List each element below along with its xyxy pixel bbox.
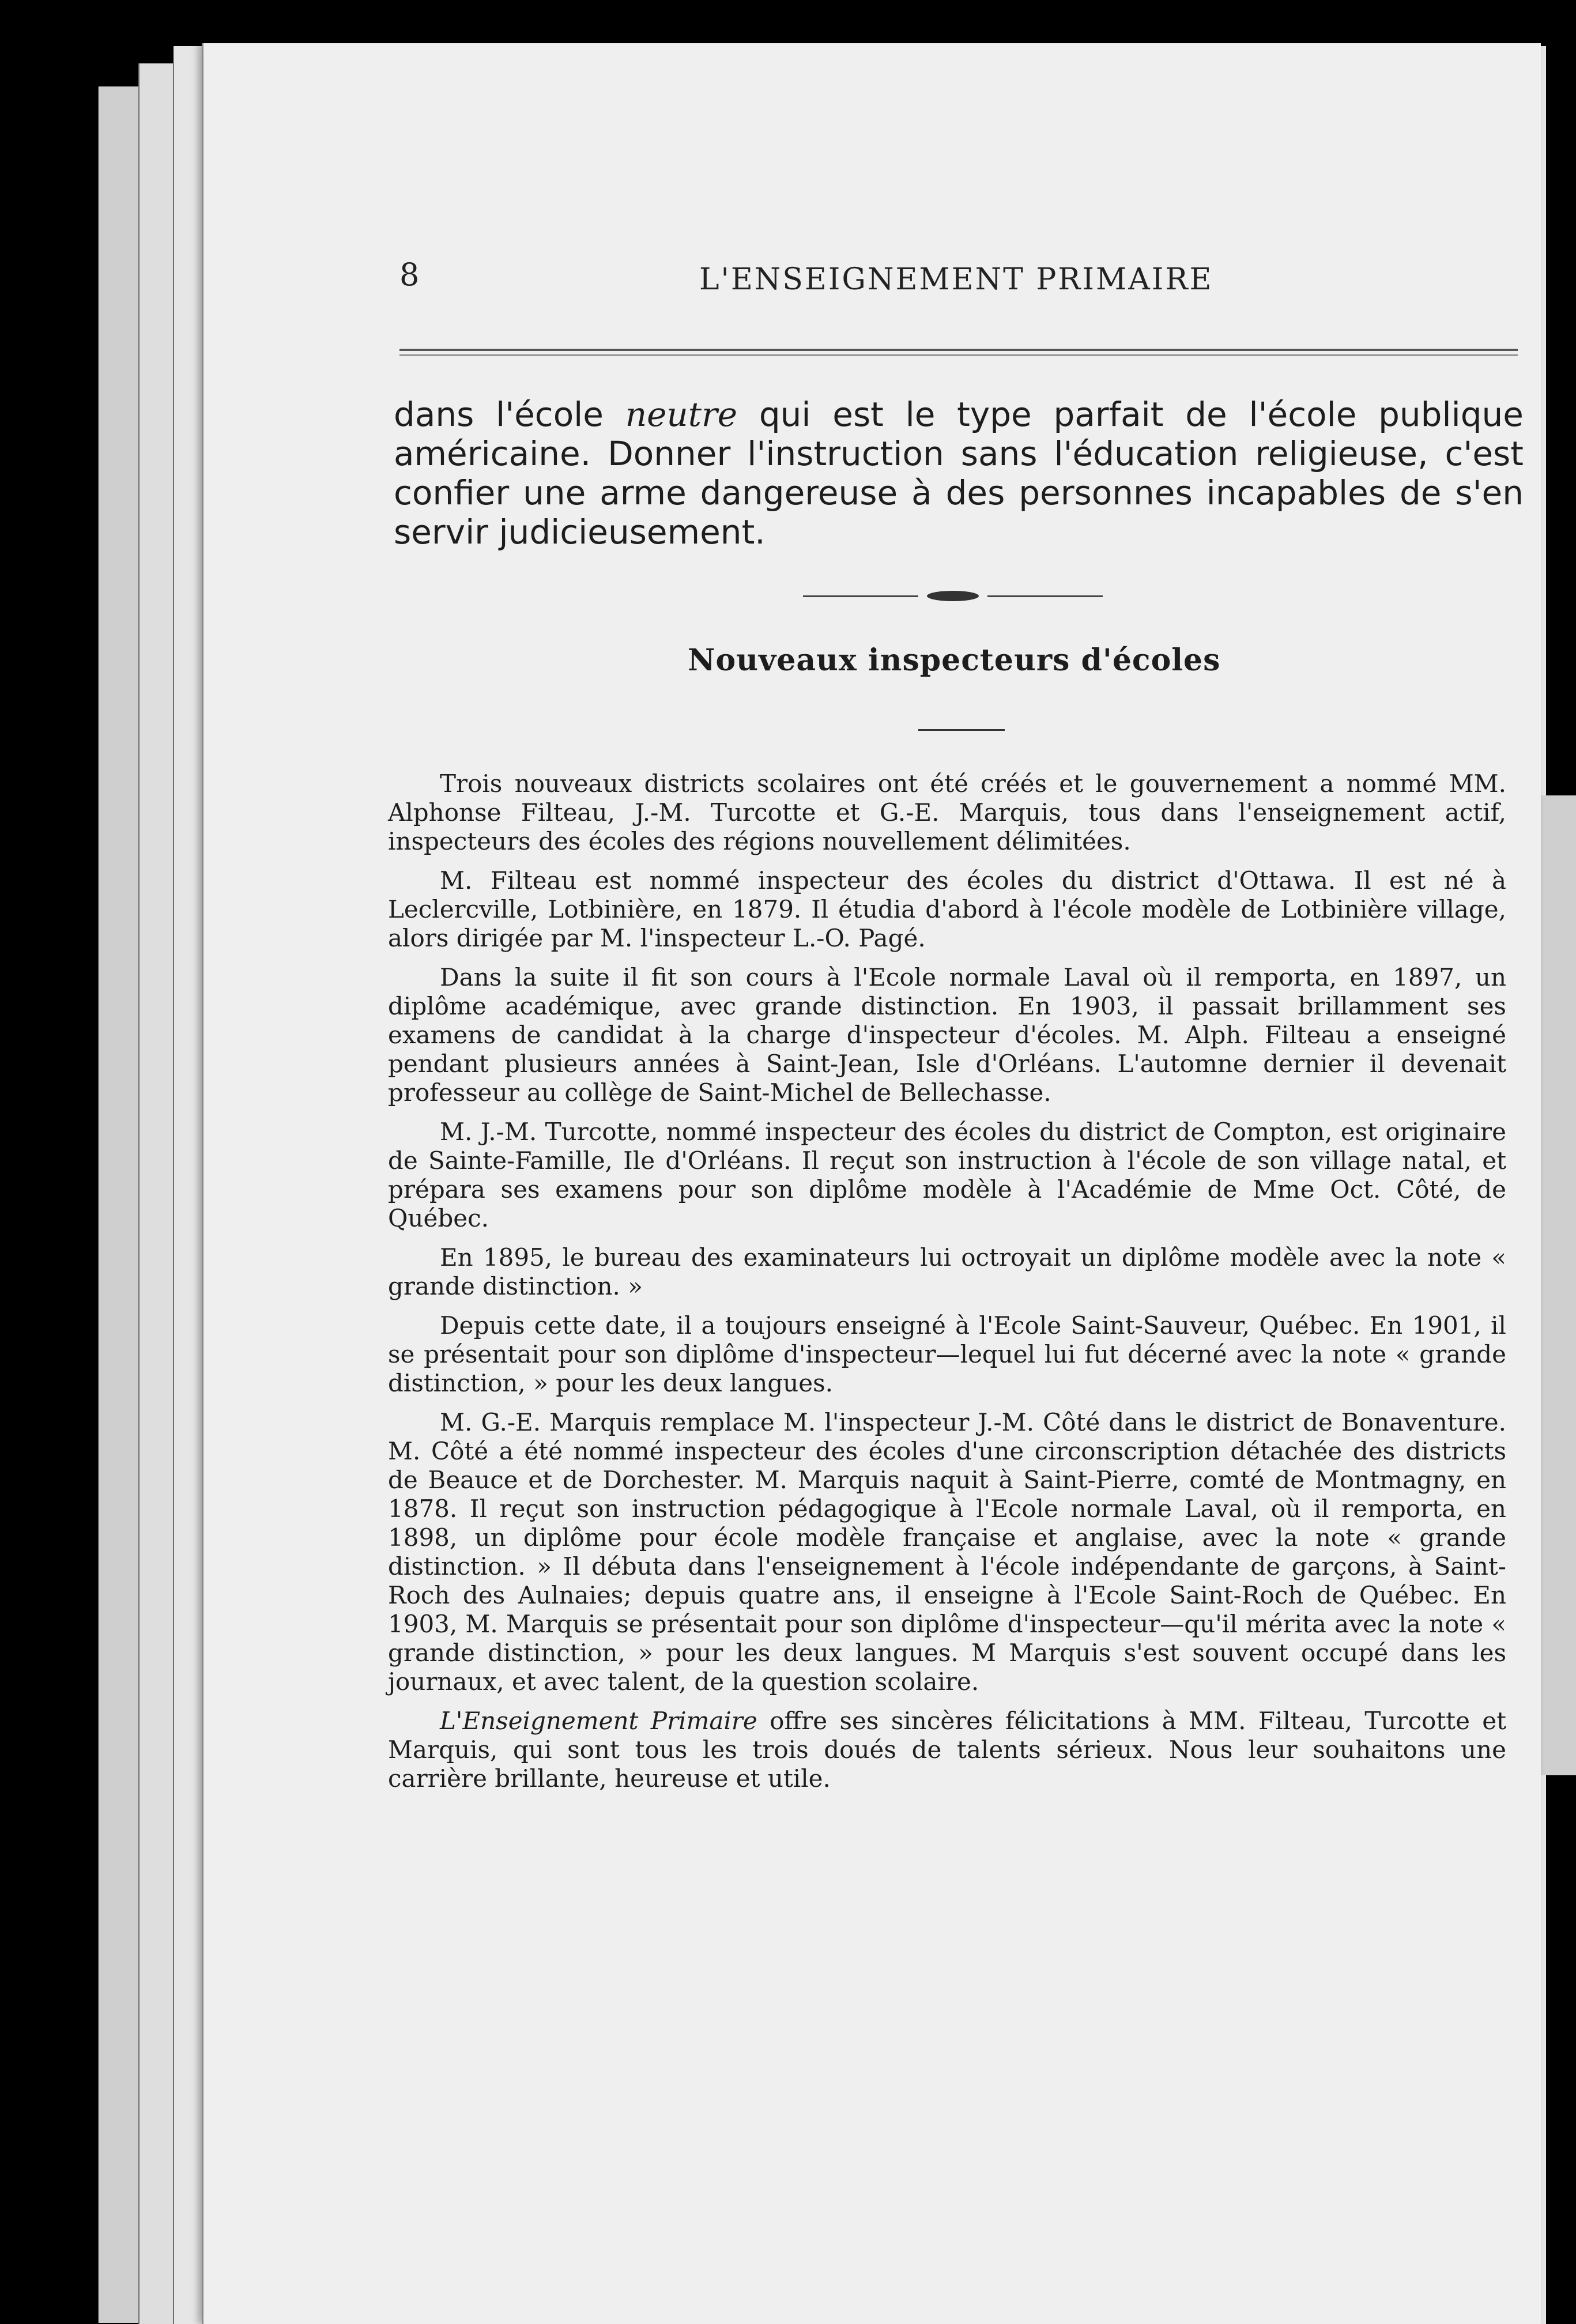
article-body: [388, 769, 1506, 1804]
intro-text-end: qui est le type parfait de l'école publique américaine. Donner l'instruction sans l'éducation religieuse, c'est confier une arme dangereuse à des personnes incapables de s'en servir judicieusement.: [394, 395, 1524, 552]
closing-paragraph: [388, 1707, 1506, 1793]
paragraph: Trois nouveaux districts scolaires ont été créés et le gouvernement a nommé MM. Alphonse Filteau, J.-M. Turcotte et G.-E. Marquis, tous dans l'enseignement actif, inspecteurs des écoles des régions nouvellement délimitées.: [388, 769, 1506, 855]
closing-text: offre ses sincères félicitations à MM. Filteau, Turcotte et Marquis, qui sont tous les trois doués de talents sérieux. Nous leur souhaitons une carrière brillante, heureuse et utile.: [388, 1707, 1506, 1793]
intro-emphasis: neutre: [625, 395, 738, 434]
paragraph: Dans la suite il fit son cours à l'Ecole normale Laval où il remporta, en 1897, un diplôme académique, avec grande distinction. En 1903, il passait brillamment ses examens de candidat à la charge d'inspecteur d'écoles. M. Alph. Filteau a enseigné pendant plusieurs années à Saint-Jean, Isle d'Orléans. L'automne dernier il devenait professeur au collège de Saint-Michel de Bellechasse.: [388, 963, 1506, 1107]
paragraph: M. Filteau est nommé inspecteur des écoles du district d'Ottawa. Il est né à Leclercville, Lotbinière, en 1879. Il étudia d'abord à l'école modèle de Lotbinière village, alors dirigée par M. l'inspecteur L.-O. Pagé.: [388, 866, 1506, 952]
journal-name: L'Enseignement Primaire: [440, 1707, 757, 1735]
document-page: [202, 43, 1541, 2324]
paragraph: M. G.-E. Marquis remplace M. l'inspecteur J.-M. Côté dans le district de Bonaventure. M. Côté a été nommé inspecteur des écoles d'une circonscription détachée des districts de Beauce et de Dorchester. M. Marquis naquit à Saint-Pierre, comté de Montmagny, en 1878. Il reçut son instruction pédagogique à l'Ecole normale Laval, où il remporta, en 1898, un diplôme pour école modèle française et anglaise, avec la note « grande distinction. » Il débuta dans l'enseignement à l'école indépendante de garçons, à Saint-Roch des Aulnaies; depuis quatre ans, il enseigne à l'Ecole Saint-Roch de Québec. En 1903, M. Marquis se présentait pour son diplôme d'inspecteur—qu'il mérita avec la note « grande distinction, » pour les deux langues. M Marquis s'est souvent occupé dans les journaux, et avec talent, de la question scolaire.: [388, 1408, 1506, 1696]
title-rule: [918, 729, 1005, 731]
paragraph: M. J.-M. Turcotte, nommé inspecteur des écoles du district de Compton, est originaire de Sainte-Famille, Ile d'Orléans. Il reçut son instruction à l'école de son village natal, et prépara ses examens pour son diplôme modèle à l'Académie de Mme Oct. Côté, de Québec.: [388, 1118, 1506, 1232]
paragraph: En 1895, le bureau des examinateurs lui octroyait un diplôme modèle avec la note « grande distinction. »: [388, 1243, 1506, 1300]
paragraph: Depuis cette date, il a toujours enseigné à l'Ecole Saint-Sauveur, Québec. En 1901, il se présentait pour son diplôme d'inspecteur—lequel lui fut décerné avec la note « grande distinction, » pour les deux langues.: [388, 1311, 1506, 1397]
section-title: Nouveaux inspecteurs d'écoles: [688, 643, 1221, 678]
intro-paragraph: [394, 395, 1524, 552]
intro-text-start: dans l'école: [394, 395, 625, 434]
running-title: L'ENSEIGNEMENT PRIMAIRE: [699, 262, 1213, 297]
header-rule: [399, 349, 1518, 356]
running-head: [399, 233, 1426, 303]
page-number: 8: [399, 256, 420, 293]
section-ornament: [803, 591, 1103, 602]
